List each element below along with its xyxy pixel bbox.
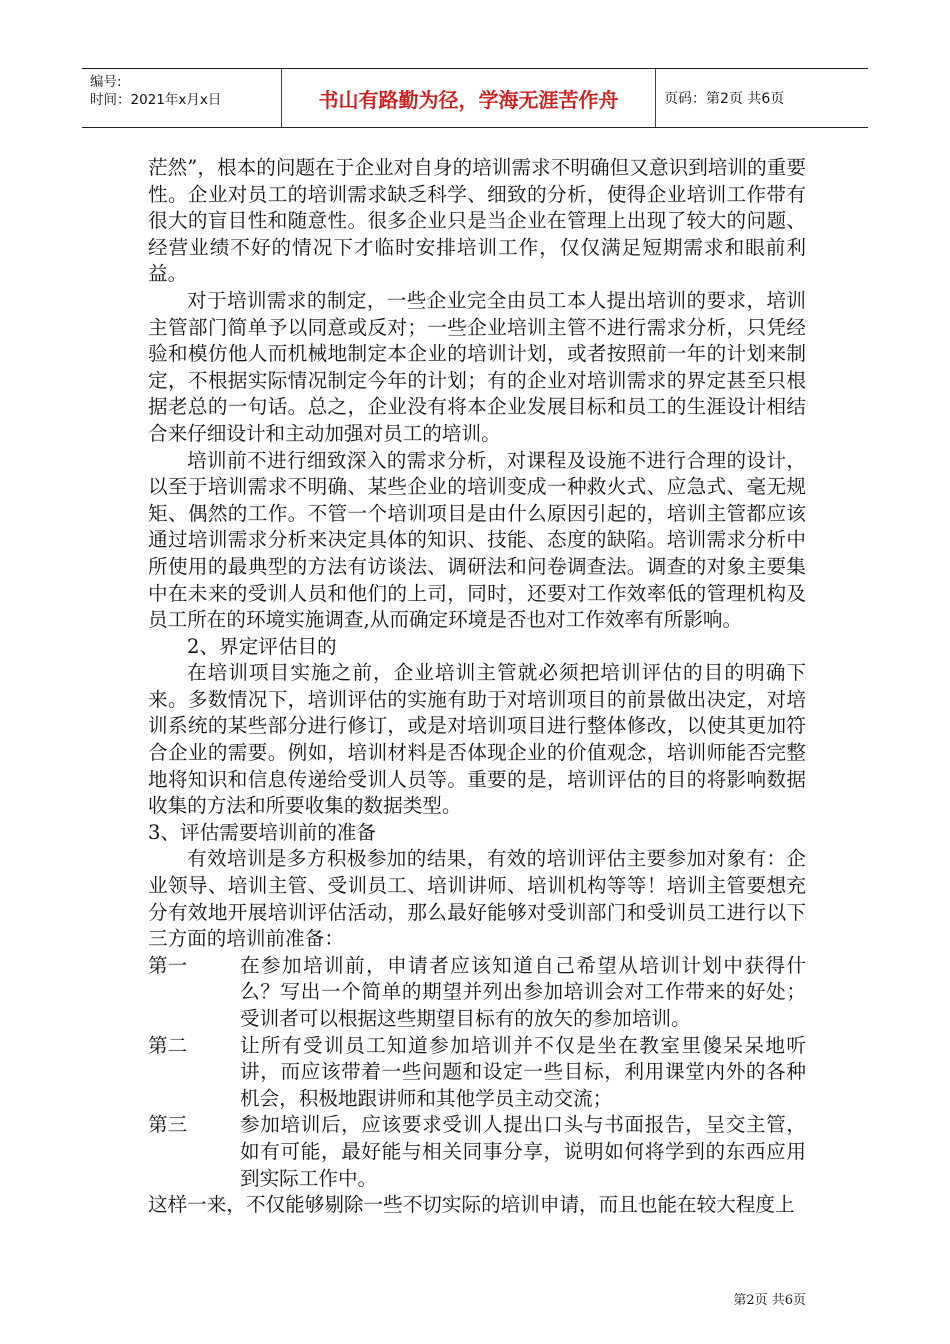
step-label: 第三 (148, 1113, 188, 1137)
step-label: 第二 (148, 1033, 188, 1057)
page-footer: 第2页 共6页 (733, 1293, 806, 1308)
step-text: 参加培训后，应该要求受训人提出口头与书面报告，呈交主管，如有可能，最好能与相关同事分享，说明如何将学到的东西应用到实际工作中。 (240, 1113, 806, 1190)
document-number-label: 编号: (90, 74, 122, 90)
paragraph: 对于培训需求的制定，一些企业完全由员工本人提出培训的要求，培训主管部门简单予以同意或反对；一些企业培训主管不进行需求分析，只凭经验和模仿他人而机械地制定本企业的培训计划，或者按照前一年的计划来制定，不根据实际情况制定今年的计划；有的企业对培训需求的界定甚至只根据老总的一句话。总之，企业没有将本企业发展目标和员工的生涯设计相结合来仔细设计和主动加强对员工的培训。 (148, 288, 806, 445)
header-meta (82, 69, 282, 127)
paragraph: 培训前不进行细致深入的需求分析，对课程及设施不进行合理的设计，以至于培训需求不明确、某些企业的培训变成一种救火式、应急式、毫无规矩、偶然的工作。不管一个培训项目是由什么原因引起的，培训主管都应该通过培训需求分析来决定具体的知识、技能、态度的缺陷。培训需求分析中所使用的最典型的方法有访谈法、调研法和问卷调查法。调查的对象主要集中在未来的受训人员和他们的上司，同时，还要对工作效率低的管理机构及员工所在的环境实施调查,从而确定环境是否也对工作效率有所影响。 (148, 448, 806, 632)
document-body (148, 155, 806, 1219)
page-header (82, 68, 868, 128)
section-heading: 2、界定评估目的 (187, 634, 337, 658)
step-item (148, 1033, 806, 1113)
step-item (148, 953, 806, 1033)
header-page-info: 页码：第2页 共6页 (664, 91, 785, 107)
paragraph: 这样一来，不仅能够剔除一些不切实际的培训申请，而且也能在较大程度上 (148, 1193, 795, 1217)
paragraph: 有效培训是多方积极参加的结果，有效的培训评估主要参加对象有：企业领导、培训主管、受训员工、培训讲师、培训机构等等！培训主管要想充分有效地开展培训评估活动，那么最好能够对受训部门和受训员工进行以下三方面的培训前准备： (148, 847, 806, 951)
document-time: 时间：2021年x月x日 (90, 92, 222, 108)
step-text: 让所有受训员工知道参加培训并不仅是坐在教室里傻呆呆地听讲，而应该带着一些问题和设定一些目标，利用课堂内外的各种机会，积极地跟讲师和其他学员主动交流； (240, 1033, 806, 1110)
step-text: 在参加培训前，申请者应该知道自己希望从培训计划中获得什么？写出一个简单的期望并列出参加培训会对工作带来的好处；受训者可以根据这些期望目标有的放矢的参加培训。 (240, 953, 806, 1030)
paragraph: 在培训项目实施之前，企业培训主管就必须把培训评估的目的明确下来。多数情况下，培训评估的实施有助于对培训项目的前景做出决定，对培训系统的某些部分进行修订，或是对培训项目进行整体修改，以使其更加符合企业的需要。例如，培训材料是否体现企业的价值观念，培训师能否完整地将知识和信息传递给受训人员等。重要的是，培训评估的目的将影响数据收集的方法和所要收集的数据类型。 (148, 661, 806, 818)
section-heading: 3、评估需要培训前的准备 (148, 820, 376, 844)
header-motto: 书山有路勤为径，学海无涯苦作舟 (282, 69, 656, 127)
step-item (148, 1112, 806, 1192)
paragraph: 茫然”，根本的问题在于企业对自身的培训需求不明确但又意识到培训的重要性。企业对员工的培训需求缺乏科学、细致的分析，使得企业培训工作带有很大的盲目性和随意性。很多企业只是当企业在管理上出现了较大的问题、经营业绩不好的情况下才临时安排培训工作，仅仅满足短期需求和眼前利益。 (148, 156, 806, 286)
step-label: 第一 (148, 953, 188, 977)
